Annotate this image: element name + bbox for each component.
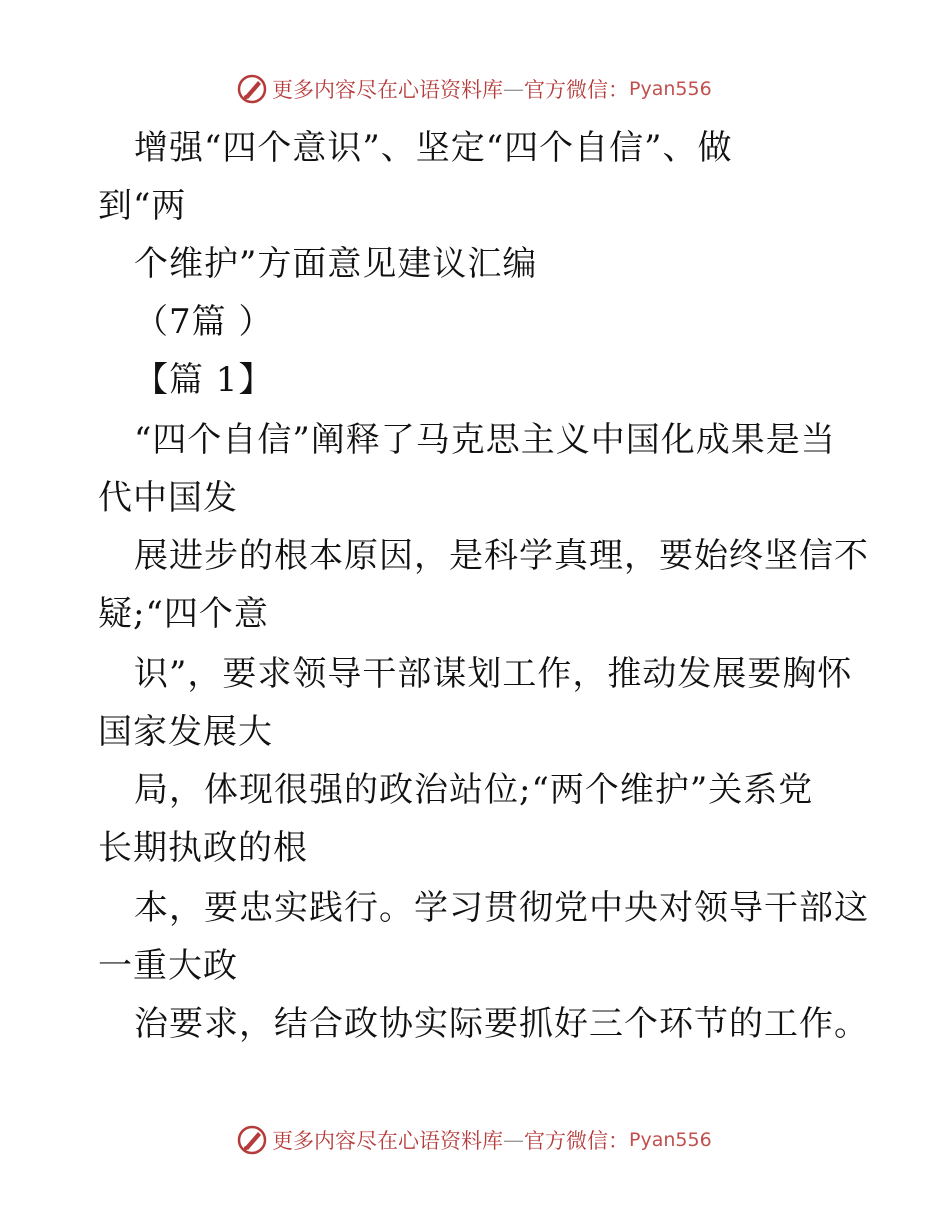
title-line-2: 到“两: [98, 186, 187, 226]
header-watermark: [236, 71, 716, 107]
subtitle-count: （7篇 ）: [134, 302, 274, 342]
banner-separator: —: [503, 1128, 524, 1152]
title-line-1: 增强“四个意识”、坚定“四个自信”、做: [134, 128, 733, 168]
footer-watermark: [236, 1122, 716, 1158]
paragraph-line: 治要求，结合政协实际要抓好三个环节的工作。: [134, 1004, 869, 1044]
paragraph-line: 代中国发: [98, 478, 238, 518]
banner-separator: —: [503, 77, 524, 101]
banner-suffix: 官方微信：: [524, 1129, 629, 1153]
paragraph-line: 疑;“四个意: [98, 594, 269, 634]
paragraph-line: 国家发展大: [98, 712, 273, 752]
banner-text: 更多内容尽在心语资料库: [272, 1129, 503, 1153]
banner-wechat-id: Pyan556: [629, 78, 712, 100]
paragraph-line: 识”，要求领导干部谋划工作，推动发展要胸怀: [134, 654, 853, 694]
banner-suffix: 官方微信：: [524, 78, 629, 102]
banner-wechat-id: Pyan556: [629, 1129, 712, 1151]
paragraph-line: 一重大政: [98, 946, 238, 986]
paragraph-line: 展进步的根本原因，是科学真理，要始终坚信不: [134, 536, 869, 576]
section-heading: 【篇 1】: [134, 360, 274, 400]
paragraph-line: “四个自信”阐释了马克思主义中国化成果是当: [134, 420, 836, 460]
paragraph-line: 本，要忠实践行。学习贯彻党中央对领导干部这: [134, 888, 869, 928]
pen-logo-icon: [236, 1124, 268, 1156]
paragraph-line: 局，体现很强的政治站位;“两个维护”关系党: [134, 770, 814, 810]
title-line-3: 个维护”方面意见建议汇编: [134, 244, 538, 284]
pen-logo-icon: [236, 73, 268, 105]
banner-text: 更多内容尽在心语资料库: [272, 78, 503, 102]
paragraph-line: 长期执政的根: [98, 828, 308, 868]
